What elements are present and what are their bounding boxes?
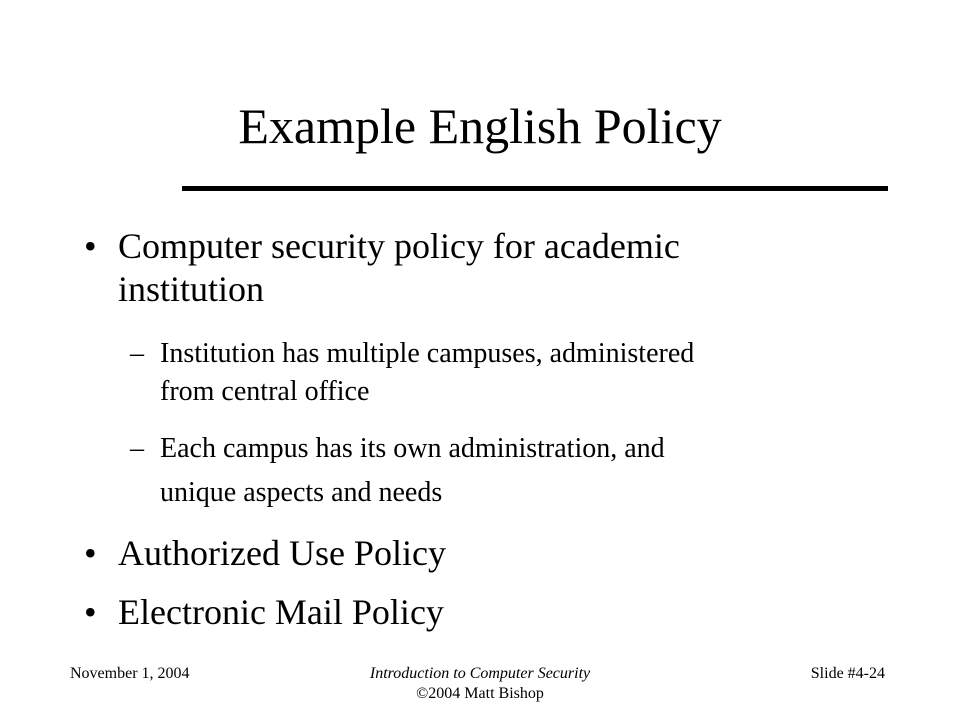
sub-bullet-item-continuation	[160, 474, 880, 512]
footer-date: November 1, 2004	[70, 665, 190, 682]
bullet-marker: •	[84, 592, 97, 632]
sub-bullet-item-continuation	[160, 373, 880, 411]
dash-marker: –	[130, 338, 144, 369]
dash-marker: –	[130, 433, 144, 464]
sub-bullet-text: Institution has multiple campuses, administered	[160, 338, 695, 369]
sub-bullet-text: Each campus has its own administration, and	[160, 433, 665, 464]
sub-bullet-item	[130, 335, 880, 373]
bullet-item	[84, 532, 838, 575]
bullet-text: Authorized Use Policy	[118, 533, 446, 573]
bullet-text: institution	[118, 269, 265, 309]
bullet-item	[84, 225, 838, 268]
bullet-item-continuation	[118, 268, 838, 311]
bullet-text: Computer security policy for academic	[118, 226, 680, 266]
title-divider	[182, 186, 888, 191]
footer-slide-number: Slide #4-24	[810, 665, 885, 682]
sub-bullet-text: from central office	[160, 376, 370, 407]
sub-bullet-item	[130, 430, 880, 468]
bullet-marker: •	[84, 226, 97, 266]
sub-bullet-text: unique aspects and needs	[160, 477, 443, 508]
bullet-text: Electronic Mail Policy	[118, 592, 444, 632]
bullet-item	[84, 591, 838, 634]
bullet-marker: •	[84, 533, 97, 573]
footer-copyright: ©2004 Matt Bishop	[416, 685, 544, 702]
footer-course-title: Introduction to Computer Security	[369, 665, 591, 682]
slide-title: Example English Policy	[238, 98, 722, 154]
